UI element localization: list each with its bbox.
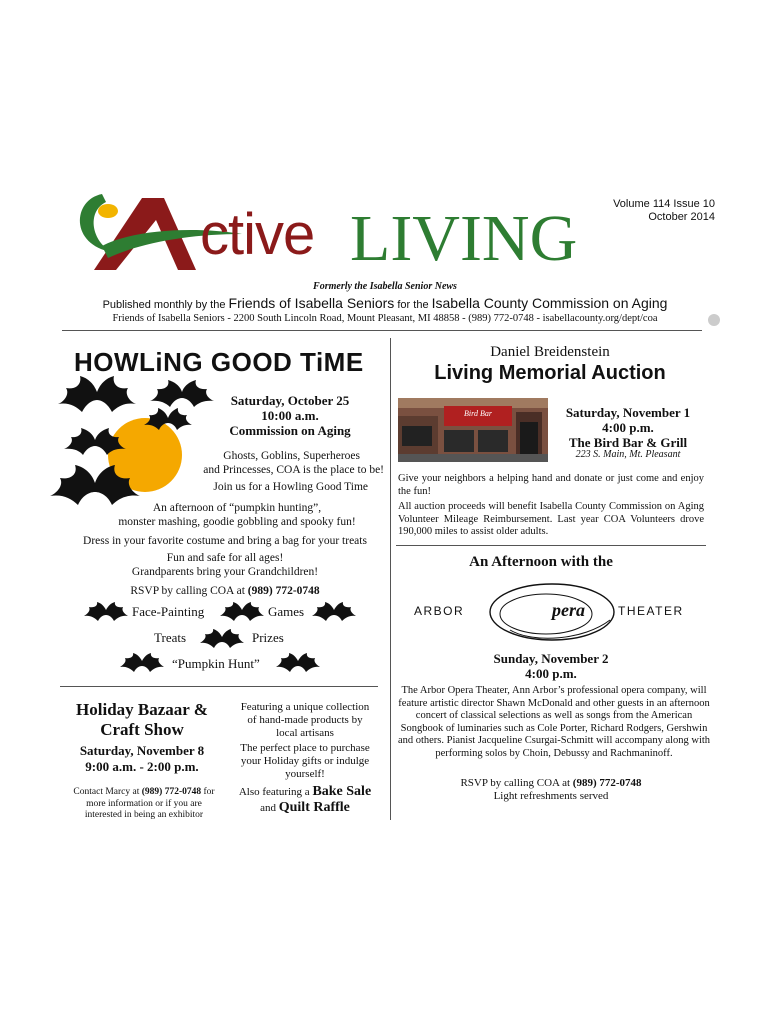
opera-logo-left: ARBOR — [414, 604, 465, 618]
bazaar-feat1: Featuring a unique collection — [240, 701, 370, 713]
bazaar-contact-prefix: Contact Marcy at — [73, 787, 140, 797]
howling-fun1: Fun and safe for all ages! — [166, 552, 284, 564]
pub-mid: for the — [397, 299, 429, 311]
bazaar-bake-sale: Bake Sale — [312, 784, 372, 799]
howling-fun — [60, 551, 390, 579]
pub-org1: Friends of Isabella Seniors — [228, 295, 395, 311]
opera-date: Sunday, November 2 — [493, 651, 609, 666]
logo-swoosh — [80, 194, 112, 252]
bazaar-perfect1: The perfect place to purchase — [240, 742, 370, 754]
auction-kicker: Daniel Breidenstein — [490, 344, 610, 360]
activity-pumpkin-hunt: “Pumpkin Hunt” — [172, 656, 260, 671]
bazaar-contact2: more information or if you are — [86, 798, 202, 809]
section-rule — [60, 686, 378, 687]
howling-place: Commission on Aging — [229, 423, 351, 438]
logo-word-living: LIVING — [350, 202, 578, 275]
howling-desc — [170, 449, 384, 477]
howling-afternoon2: monster mashing, goodie gobbling and spooky fun! — [118, 516, 356, 528]
howling-afternoon — [92, 501, 382, 529]
activity-face-painting: Face-Painting — [132, 604, 205, 619]
bazaar-title — [60, 700, 224, 740]
bat-icon — [312, 602, 356, 622]
address-line: Friends of Isabella Seniors - 2200 South Lincoln Road, Mount Pleasant, MI 48858 - (989) 772-0748 - isabellacounty.org/dept/coa — [112, 313, 658, 324]
bat-icon — [276, 653, 320, 673]
activity-treats: Treats — [154, 630, 187, 645]
masthead-rule — [62, 330, 702, 331]
howling-join: Join us for a Howling Good Time — [213, 481, 368, 493]
bat-icon — [84, 602, 128, 622]
auction-proceeds: All auction proceeds will benefit Isabella County Commission on Aging Volunteer Mileage Reimbursement. Last year COA Volunteers drove 190,000 miles to assist older adults. — [398, 501, 704, 537]
bazaar-date: Saturday, November 8 — [79, 743, 205, 758]
logo-word-active: ctive — [200, 202, 315, 267]
bazaar-when — [60, 743, 224, 775]
bazaar-feat3: local artisans — [276, 727, 334, 739]
auction-address: 223 S. Main, Mt. Pleasant — [575, 449, 681, 460]
bazaar-contact — [58, 787, 230, 822]
bat-icon — [144, 408, 192, 432]
bazaar-title2: Craft Show — [100, 720, 184, 739]
bazaar-featuring — [226, 701, 384, 740]
bazaar-perfect3: yourself! — [285, 768, 325, 780]
activity-games: Games — [268, 604, 305, 619]
opera-rsvp-prefix: RSVP by calling COA at — [460, 777, 571, 789]
howling-afternoon1: An afternoon of “pumpkin hunting”, — [152, 502, 322, 514]
howling-title: HOWLiNG GOOD TiME — [74, 347, 364, 377]
auction-title: Living Memorial Auction — [434, 362, 666, 384]
opera-logo-mid: pera — [552, 600, 585, 620]
auction-give: Give your neighbors a helping hand and donate or just come and enjoy the fun! — [398, 473, 704, 497]
bazaar-contact-phone: (989) 772-0748 — [141, 787, 202, 797]
pub-prefix: Published monthly by the — [102, 299, 226, 311]
volume: Volume 114 Issue 10 — [613, 198, 715, 210]
activity-prizes: Prizes — [252, 630, 284, 645]
howling-desc2: and Princesses, COA is the place to be! — [203, 464, 384, 476]
logo-sun — [98, 204, 118, 218]
bird-bar-photo — [398, 398, 548, 462]
auction-date: Saturday, November 1 — [565, 405, 691, 420]
bird-bar-sign: Bird Bar — [464, 409, 492, 418]
howling-when — [200, 393, 380, 438]
bird-bar-photo-graphic — [398, 398, 548, 462]
pub-org2: Isabella County Commission on Aging — [431, 295, 668, 311]
section-rule — [396, 545, 706, 546]
column-divider — [390, 338, 391, 820]
bazaar-and: and — [260, 802, 276, 814]
bazaar-title1: Holiday Bazaar & — [76, 700, 208, 719]
arbor-opera-logo — [414, 580, 704, 644]
howling-fun2: Grandparents bring your Grandchildren! — [131, 566, 319, 578]
bazaar-feat2: of hand-made products by — [247, 714, 363, 726]
bat-icon — [64, 428, 126, 458]
bazaar-also — [226, 784, 384, 816]
publisher-line — [0, 296, 770, 313]
bazaar-contact3: interested in being an exhibitor — [84, 810, 204, 820]
formerly-line: Formerly the Isabella Senior News — [313, 281, 457, 292]
howling-rsvp — [60, 585, 390, 597]
bat-icon — [220, 602, 264, 622]
bazaar-quilt-raffle: Quilt Raffle — [278, 800, 350, 815]
opera-body: The Arbor Opera Theater, Ann Arbor’s professional opera company, will feature artistic director Shawn McDonald and other guests in an afternoon concert of classical selections as well as songs from the American Songbook of luminaries such as Cole Porter, Richard Rodgers, Gershwin and others. Pianist Jacqueline Csurgai-Schmitt will accompany along with performing solos by Choin, Debussy and Rachmaninoff. — [397, 685, 711, 759]
howling-desc1: Ghosts, Goblins, Superheroes — [223, 450, 360, 462]
auction-time: 4:00 p.m. — [602, 420, 654, 435]
bat-icon — [58, 376, 136, 416]
dot-icon — [708, 314, 720, 326]
opera-rsvp-phone: (989) 772-0748 — [572, 777, 642, 789]
opera-logo-right: THEATER — [618, 604, 684, 618]
opera-rsvp — [396, 777, 706, 803]
bazaar-perfect2: your Holiday gifts or indulge — [240, 755, 370, 767]
bazaar-time: 9:00 a.m. - 2:00 p.m. — [85, 759, 199, 774]
howling-dress: Dress in your favorite costume and bring a bag for your treats — [83, 535, 367, 547]
bazaar-perfect — [226, 742, 384, 781]
issue-date: October 2014 — [648, 211, 715, 223]
bazaar-also-prefix: Also featuring a — [238, 786, 310, 798]
auction-venue: The Bird Bar & Grill — [568, 435, 688, 450]
bat-icon — [200, 629, 244, 649]
opera-title: An Afternoon with the — [469, 554, 613, 570]
opera-refresh: Light refreshments served — [493, 790, 609, 802]
howling-date: Saturday, October 25 — [230, 393, 350, 408]
bazaar-contact-suffix: for — [203, 787, 215, 797]
howling-rsvp-prefix: RSVP by calling COA at — [130, 585, 245, 597]
howling-rsvp-phone: (989) 772-0748 — [247, 585, 320, 597]
howling-time: 10:00 a.m. — [261, 408, 319, 423]
opera-time: 4:00 p.m. — [525, 666, 577, 681]
auction-when — [552, 405, 704, 450]
bat-icon — [120, 653, 164, 673]
opera-when — [396, 651, 706, 681]
